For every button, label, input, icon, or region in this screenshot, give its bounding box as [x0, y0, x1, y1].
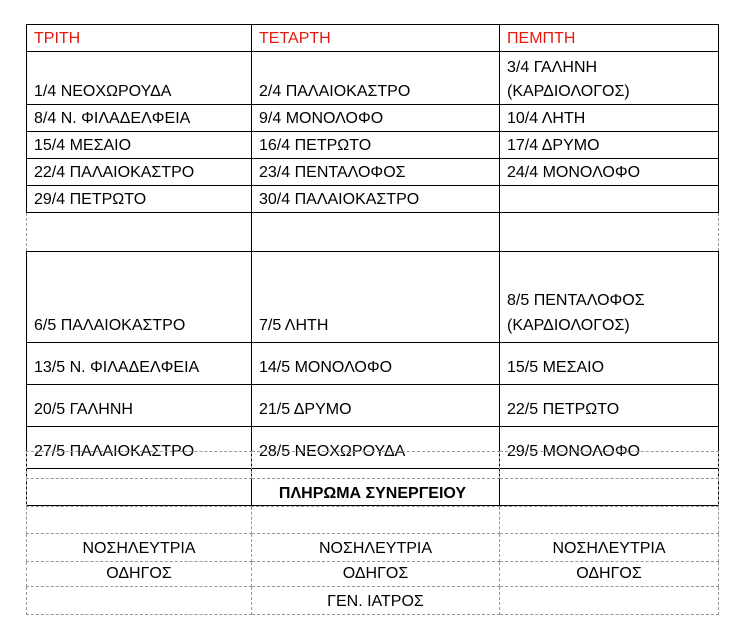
- header-thursday: ΠΕΜΠΤΗ: [500, 25, 719, 52]
- cell-line: 8/5 ΠΕΝΤΑΛΟΦΟΣ: [507, 292, 645, 309]
- table-row: [27, 132, 719, 159]
- spacer-cell: [500, 213, 719, 252]
- table-row: [27, 186, 719, 213]
- spacer-cell: [27, 452, 252, 479]
- header-tuesday: ΤΡΙΤΗ: [27, 25, 252, 52]
- spacer-cell: [500, 587, 719, 615]
- spacer-row: [27, 213, 719, 252]
- schedule-cell: 28/5 ΝΕΟΧΩΡΟΥΔΑ: [252, 427, 500, 469]
- table-row: [27, 52, 719, 105]
- schedule-cell: 8/4 Ν. ΦΙΛΑΔΕΛΦΕΙΑ: [27, 105, 252, 132]
- table-row: [27, 343, 719, 385]
- schedule-cell: 2/4 ΠΑΛΑΙΟΚΑΣΤΡΟ: [252, 52, 500, 105]
- schedule-cell: [500, 52, 719, 105]
- schedule-cell: [500, 186, 719, 213]
- schedule-cell: 1/4 ΝΕΟΧΩΡΟΥΔΑ: [27, 52, 252, 105]
- schedule-cell: 16/4 ΠΕΤΡΩΤΟ: [252, 132, 500, 159]
- schedule-cell: 27/5 ΠΑΛΑΙΟΚΑΣΤΡΟ: [27, 427, 252, 469]
- schedule-cell: 22/4 ΠΑΛΑΙΟΚΑΣΤΡΟ: [27, 159, 252, 186]
- spacer-cell: [252, 507, 500, 534]
- schedule-cell: 23/4 ΠΕΝΤΑΛΟΦΟΣ: [252, 159, 500, 186]
- cell-line: 3/4 ΓΑΛΗΝΗ: [507, 59, 598, 76]
- schedule-cell: 29/4 ΠΕΤΡΩΤΟ: [27, 186, 252, 213]
- schedule-cell: 29/5 ΜΟΝΟΛΟΦΟ: [500, 427, 719, 469]
- schedule-cell: 20/5 ΓΑΛΗΝΗ: [27, 385, 252, 427]
- schedule-cell: [500, 252, 719, 343]
- schedule-cell: 9/4 ΜΟΝΟΛΟΦΟ: [252, 105, 500, 132]
- driver-cell: ΟΔΗΓΟΣ: [252, 562, 500, 587]
- doctor-cell: ΓΕΝ. ΙΑΤΡΟΣ: [252, 587, 500, 615]
- schedule-cell: 15/4 ΜΕΣΑΙΟ: [27, 132, 252, 159]
- header-wednesday: ΤΕΤΑΡΤΗ: [252, 25, 500, 52]
- table-row: [27, 159, 719, 186]
- schedule-cell: 6/5 ΠΑΛΑΙΟΚΑΣΤΡΟ: [27, 252, 252, 343]
- spacer-cell: [27, 213, 252, 252]
- schedule-table: [26, 24, 719, 506]
- spacer-cell: [27, 507, 252, 534]
- crew-table: [26, 451, 719, 615]
- cell-line: (ΚΑΡΔΙΟΛΟΓΟΣ): [507, 83, 630, 100]
- schedule-cell: 7/5 ΛΗΤΗ: [252, 252, 500, 343]
- table-row: [27, 385, 719, 427]
- schedule-cell: 21/5 ΔΡΥΜΟ: [252, 385, 500, 427]
- spacer-cell: [252, 452, 500, 479]
- table-row: [27, 252, 719, 343]
- crew-title-row: [27, 479, 719, 507]
- nurse-row: [27, 534, 719, 562]
- table-row: [27, 105, 719, 132]
- crew-title: ΠΛΗΡΩΜΑ ΣΥΝΕΡΓΕΙΟΥ: [27, 479, 719, 507]
- nurse-cell: ΝΟΣΗΛΕΥΤΡΙΑ: [252, 534, 500, 562]
- spacer-row: [27, 452, 719, 479]
- schedule-cell: 10/4 ΛΗΤΗ: [500, 105, 719, 132]
- schedule-cell: 15/5 ΜΕΣΑΙΟ: [500, 343, 719, 385]
- driver-cell: ΟΔΗΓΟΣ: [500, 562, 719, 587]
- spacer-cell: [500, 452, 719, 479]
- spacer-cell: [27, 587, 252, 615]
- schedule-cell: 13/5 Ν. ΦΙΛΑΔΕΛΦΕΙΑ: [27, 343, 252, 385]
- schedule-cell: 30/4 ΠΑΛΑΙΟΚΑΣΤΡΟ: [252, 186, 500, 213]
- header-row: [27, 25, 719, 52]
- spacer-cell: [500, 507, 719, 534]
- spacer-cell: [252, 213, 500, 252]
- driver-row: [27, 562, 719, 587]
- doctor-row: [27, 587, 719, 615]
- schedule-cell: 17/4 ΔΡΥΜΟ: [500, 132, 719, 159]
- schedule-cell: 14/5 ΜΟΝΟΛΟΦΟ: [252, 343, 500, 385]
- driver-cell: ΟΔΗΓΟΣ: [27, 562, 252, 587]
- schedule-cell: 22/5 ΠΕΤΡΩΤΟ: [500, 385, 719, 427]
- nurse-cell: ΝΟΣΗΛΕΥΤΡΙΑ: [500, 534, 719, 562]
- schedule-cell: 24/4 ΜΟΝΟΛΟΦΟ: [500, 159, 719, 186]
- nurse-cell: ΝΟΣΗΛΕΥΤΡΙΑ: [27, 534, 252, 562]
- spacer-row: [27, 507, 719, 534]
- cell-line: (ΚΑΡΔΙΟΛΟΓΟΣ): [507, 317, 630, 334]
